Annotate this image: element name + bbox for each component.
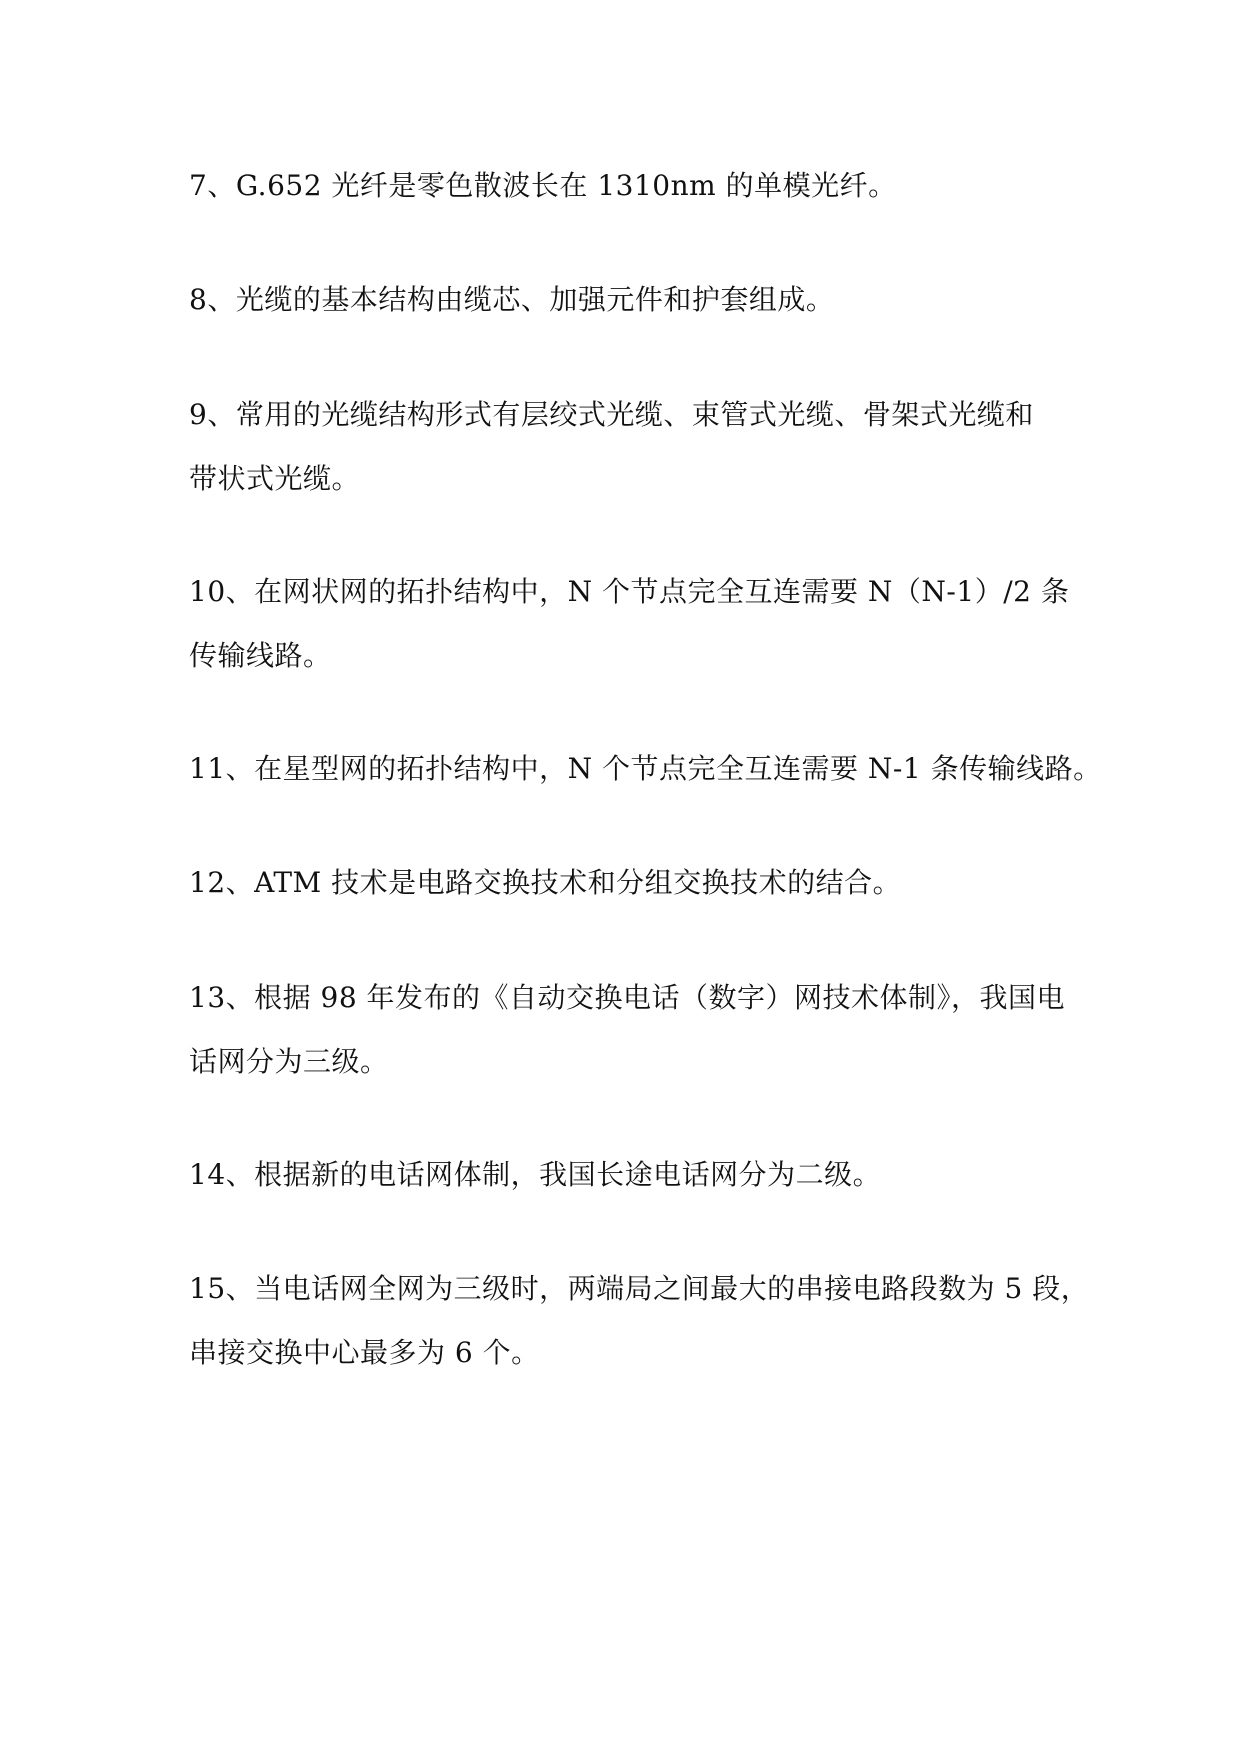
list-item: [189, 1143, 1069, 1207]
item-line: 话网分为三级。: [189, 1045, 389, 1078]
item-line: 10、在网状网的拓扑结构中，N 个节点完全互连需要 N（N-1）/2 条: [189, 575, 1070, 608]
item-line: 15、当电话网全网为三级时，两端局之间最大的串接电路段数为 5 段，: [189, 1272, 1090, 1305]
item-line: 12、ATM 技术是电路交换技术和分组交换技术的结合。: [189, 866, 902, 899]
item-line: 9、常用的光缆结构形式有层绞式光缆、束管式光缆、骨架式光缆和: [189, 398, 1034, 431]
list-item: [189, 560, 1069, 688]
item-line: 带状式光缆。: [189, 462, 361, 495]
item-line: 传输线路。: [189, 639, 332, 672]
list-item: [189, 154, 1069, 218]
list-item: [189, 1257, 1090, 1385]
item-line: 串接交换中心最多为 6 个。: [189, 1336, 540, 1369]
list-item: [189, 966, 1069, 1094]
list-item: [189, 383, 1069, 511]
item-line: 14、根据新的电话网体制，我国长途电话网分为二级。: [189, 1158, 882, 1191]
item-line: 7、G.652 光纤是零色散波长在 1310nm 的单模光纤。: [189, 169, 897, 202]
list-item: [189, 737, 1102, 801]
list-item: [189, 268, 1069, 332]
item-line: 13、根据 98 年发布的《自动交换电话（数字）网技术体制》，我国电: [189, 981, 1066, 1014]
list-item: [189, 851, 1069, 915]
item-line: 11、在星型网的拓扑结构中，N 个节点完全互连需要 N-1 条传输线路。: [189, 752, 1102, 785]
item-line: 8、光缆的基本结构由缆芯、加强元件和护套组成。: [189, 283, 835, 316]
